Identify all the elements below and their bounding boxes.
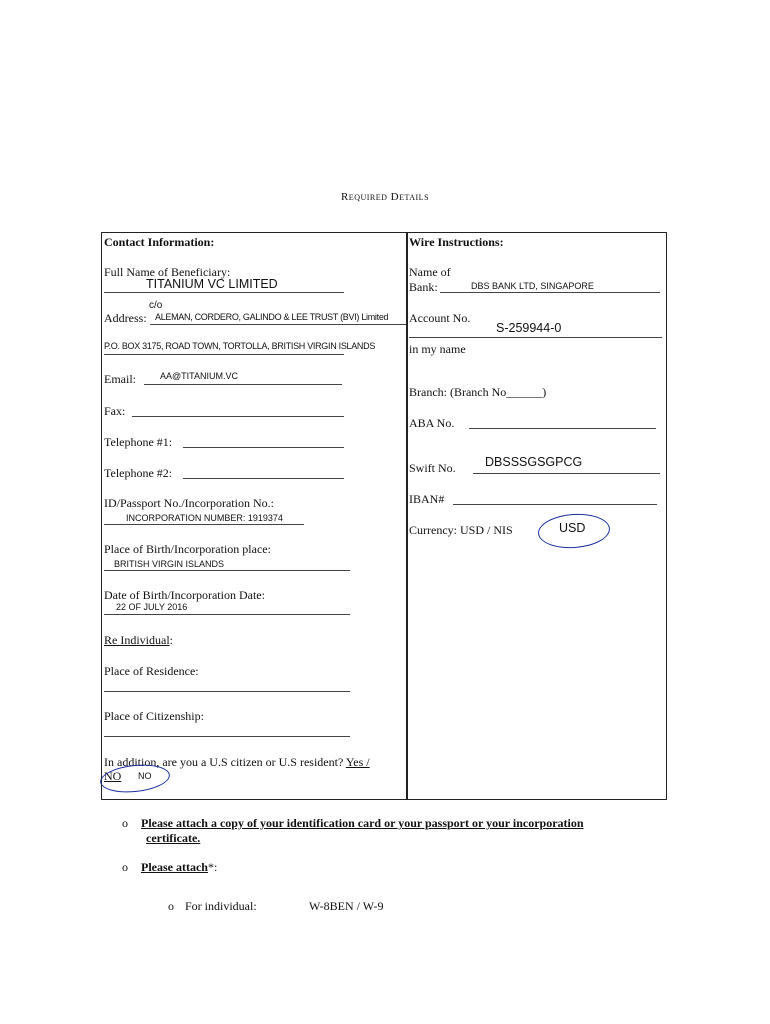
- care-of-label: c/o: [149, 300, 163, 311]
- attach-id-line2: certificate.: [146, 831, 201, 845]
- bank-label-line2: Bank:: [409, 280, 438, 294]
- account-label: Account No.: [409, 311, 471, 325]
- us-question-text: In addition, are you a U.S citizen or U.S resident?: [104, 755, 344, 769]
- iban-label: IBAN#: [409, 492, 445, 506]
- residence-label: Place of Residence:: [104, 664, 199, 678]
- attach-suffix: *:: [207, 860, 218, 874]
- attach-heading: [141, 860, 217, 875]
- column-divider: [406, 232, 408, 800]
- email-value[interactable]: AA@TITANIUM.VC: [160, 371, 238, 381]
- address-line2-line: [104, 354, 344, 355]
- pob-value[interactable]: BRITISH VIRGIN ISLANDS: [114, 559, 225, 569]
- swift-value[interactable]: DBSSSGSGPCG: [485, 455, 583, 469]
- beneficiary-label: Full Name of Beneficiary:: [104, 265, 231, 279]
- aba-line[interactable]: [469, 428, 656, 429]
- wire-header: Wire Instructions:: [409, 235, 504, 249]
- individual-forms: W-8BEN / W-9: [309, 899, 384, 913]
- email-label: Email:: [104, 372, 136, 386]
- contact-header: Contact Information:: [104, 235, 215, 249]
- address-line2-value[interactable]: P.O. BOX 3175, ROAD TOWN, TORTOLLA, BRITISH VIRGIN ISLANDS: [104, 341, 376, 351]
- address-label: Address:: [104, 311, 147, 325]
- page-title: Required Details: [340, 191, 430, 203]
- citizenship-line[interactable]: [104, 736, 350, 737]
- no-option[interactable]: NO: [104, 769, 122, 783]
- citizenship-label: Place of Citizenship:: [104, 709, 204, 723]
- address-line1-value[interactable]: ALEMAN, CORDERO, GALINDO & LEE TRUST (BVI) Limited: [155, 312, 389, 322]
- beneficiary-value[interactable]: TITANIUM VC LIMITED: [146, 277, 278, 291]
- individual-label: For individual:: [185, 899, 257, 913]
- us-answer-value[interactable]: NO: [138, 771, 152, 781]
- telephone2-line[interactable]: [183, 478, 344, 479]
- in-my-name-label: in my name: [409, 342, 466, 356]
- attach-id-line1: Please attach a copy of your identification card or your passport or your incorporation: [141, 816, 584, 830]
- currency-label: Currency: USD / NIS: [409, 523, 513, 537]
- dob-label: Date of Birth/Incorporation Date:: [104, 588, 265, 602]
- pob-line: [104, 570, 350, 571]
- telephone1-label: Telephone #1:: [104, 435, 173, 449]
- address-line1-line: [150, 324, 406, 325]
- fax-line[interactable]: [132, 416, 344, 417]
- branch-label[interactable]: Branch: (Branch No______): [409, 385, 547, 399]
- id-value[interactable]: INCORPORATION NUMBER: 1919374: [126, 513, 283, 523]
- currency-value[interactable]: USD: [559, 521, 586, 535]
- beneficiary-line: [104, 292, 344, 293]
- account-value[interactable]: S-259944-0: [496, 321, 562, 335]
- yes-option[interactable]: Yes /: [345, 755, 370, 769]
- fax-label: Fax:: [104, 404, 126, 418]
- residence-line[interactable]: [104, 691, 350, 692]
- re-individual-heading: [104, 633, 173, 648]
- note-bullet-3: o: [168, 899, 174, 913]
- swift-label: Swift No.: [409, 461, 456, 475]
- bank-label-line1: Name of: [409, 265, 451, 279]
- id-label: ID/Passport No./Incorporation No.:: [104, 496, 274, 510]
- aba-label: ABA No.: [409, 416, 455, 430]
- note-bullet-2: o: [122, 860, 128, 874]
- pob-label: Place of Birth/Incorporation place:: [104, 542, 271, 556]
- telephone2-label: Telephone #2:: [104, 466, 173, 480]
- iban-line[interactable]: [453, 504, 657, 505]
- dob-line: [104, 614, 350, 615]
- bank-line: [440, 292, 660, 293]
- re-individual-text: Re Individual: [104, 633, 170, 647]
- email-line: [144, 384, 342, 385]
- account-line: [409, 337, 662, 338]
- telephone1-line[interactable]: [183, 447, 344, 448]
- bank-value[interactable]: DBS BANK LTD, SINGAPORE: [471, 281, 594, 291]
- id-line: [104, 524, 304, 525]
- attach-label: Please attach: [141, 860, 208, 874]
- re-individual-colon: :: [169, 633, 173, 647]
- dob-value[interactable]: 22 OF JULY 2016: [116, 602, 188, 612]
- swift-line: [473, 473, 660, 474]
- note-bullet-1: o: [122, 816, 128, 830]
